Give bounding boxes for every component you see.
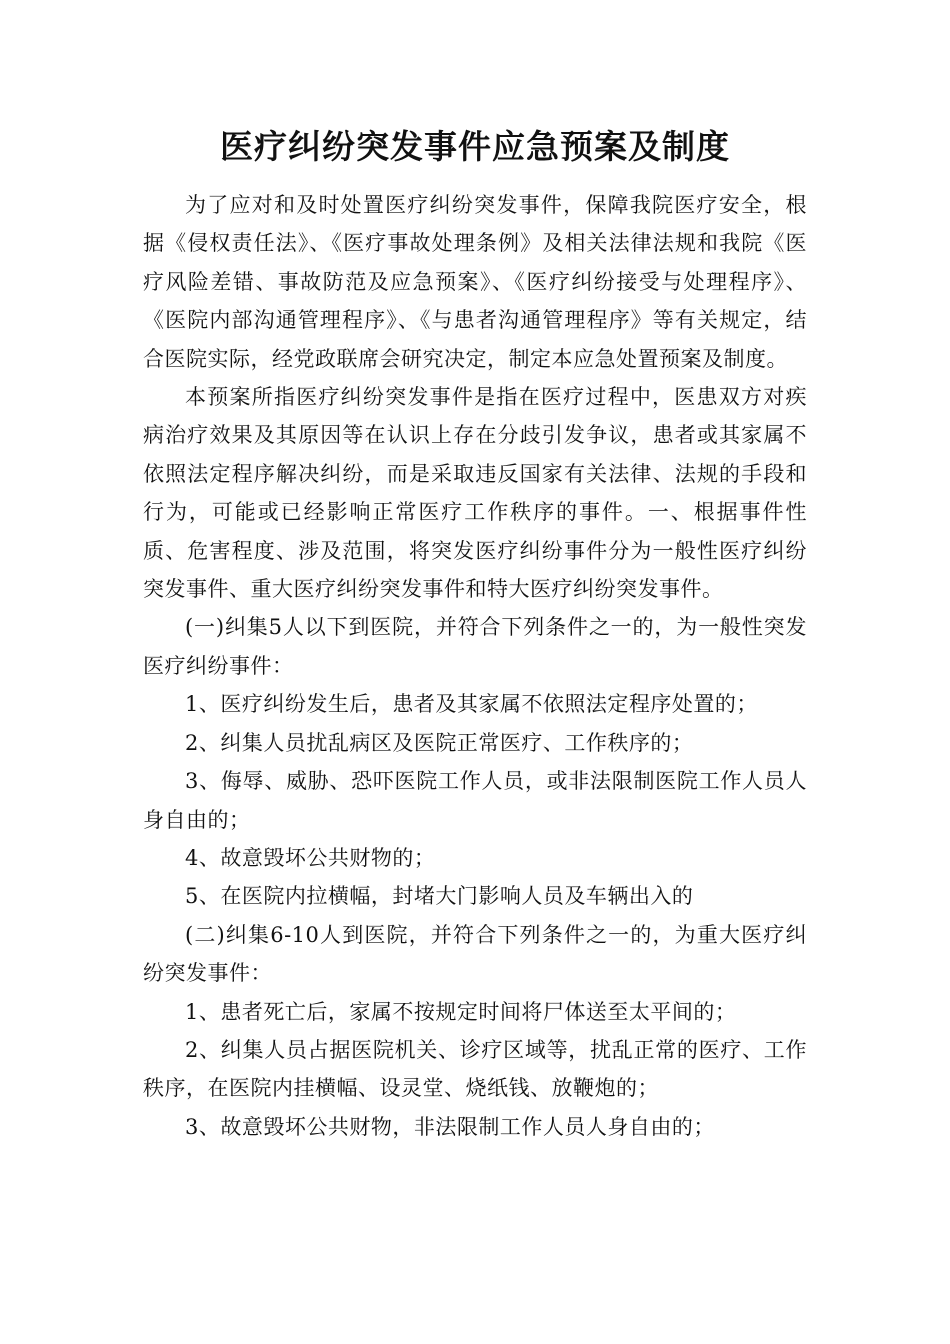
list-item: 1、医疗纠纷发生后，患者及其家属不依照法定程序处置的； <box>185 692 758 717</box>
document-title: 医疗纠纷突发事件应急预案及制度 <box>220 127 730 166</box>
list-item: 1、患者死亡后，家属不按规定时间将尸体送至太平间的； <box>185 999 737 1024</box>
paragraph-definition: 本预案所指医疗纠纷突发事件是指在医疗过程中，医患双方对疾病治疗效果及其原因等在认识上存在分歧引发争议，患者或其家属不依照法定程序解决纠纷，而是采取违反国家有关法律、法规的手段和行为，可能或已经影响正常医疗工作秩序的事件。一、根据事件性质、危害程度、涉及范围，将突发医疗纠纷事件分为一般性医疗纠纷突发事件、重大医疗纠纷突发事件和特大医疗纠纷突发事件。 <box>143 385 807 602</box>
paragraph-category-general: (一)纠集5人以下到医院，并符合下列条件之一的，为一般性突发医疗纠纷事件： <box>143 615 807 678</box>
list-item: 4、故意毁坏公共财物的； <box>185 845 436 870</box>
list-item: 2、纠集人员占据医院机关、诊疗区域等，扰乱正常的医疗、工作秩序，在医院内挂横幅、设灵堂、烧纸钱、放鞭炮的； <box>143 1037 807 1101</box>
list-item: 5、在医院内拉横幅，封堵大门影响人员及车辆出入的 <box>185 884 694 909</box>
paragraph-category-major: (二)纠集6-10人到医院，并符合下列条件之一的，为重大医疗纠纷突发事件： <box>143 922 807 986</box>
list-item: 2、纠集人员扰乱病区及医院正常医疗、工作秩序的； <box>185 730 694 755</box>
paragraph-intro: 为了应对和及时处置医疗纠纷突发事件，保障我院医疗安全，根据《侵权责任法》、《医疗事故处理条例》及相关法律法规和我院《医疗风险差错、事故防范及应急预案》、《医疗纠纷接受与处理程序》、《医院内部沟通管理程序》、《与患者沟通管理程序》等有关规定，结合医院实际，经党政联席会研究决定，制定本应急处置预案及制度。 <box>143 193 807 371</box>
list-item: 3、侮辱、威胁、恐吓医院工作人员，或非法限制医院工作人员人身自由的； <box>143 769 807 832</box>
list-item: 3、故意毁坏公共财物，非法限制工作人员人身自由的； <box>185 1114 715 1139</box>
